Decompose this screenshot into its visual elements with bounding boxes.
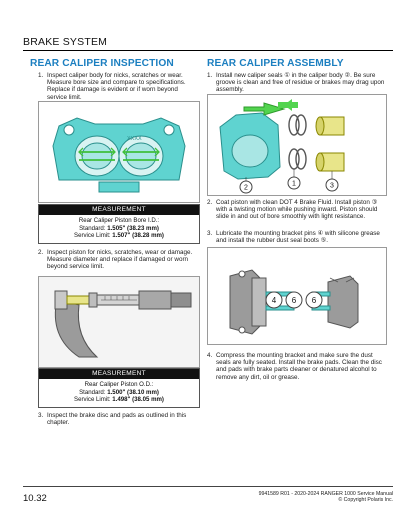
right-step-1: [207, 72, 385, 94]
measurement-service-limit: Service Limit: 1.498" (38.05 mm): [74, 396, 164, 404]
mounting-bracket-figure: [207, 247, 387, 345]
header-rule: [23, 50, 393, 51]
right-step-4: [207, 352, 385, 381]
callout-dust-seal: 6: [311, 296, 317, 305]
footer-copyright-line: © Copyright Polaris Inc.: [338, 497, 393, 504]
callout-caliper-body: 2: [244, 184, 248, 192]
caliper-body-illustration: [39, 102, 199, 202]
measurement-box-piston: [38, 368, 200, 408]
right-section-title: REAR CALIPER ASSEMBLY: [207, 58, 344, 69]
step-text: Install new caliper seals ① in the caliper body ②. Be sure groove is clean and free of residue or brakes may drag upon assembly.: [216, 72, 385, 94]
step-number: 1.: [38, 72, 44, 79]
step-text: Inspect the brake disc and pads as outlined in this chapter.: [47, 412, 187, 427]
micrometer-illustration: [39, 277, 199, 367]
left-step-2: [38, 249, 198, 271]
micrometer-figure: [38, 276, 200, 368]
step-text: Compress the mounting bracket and make sure the dust seals are fully seated. Install the brake pads. Clean the disc and pads with brake parts cleaner or denatured alcohol to remove any dirt, oil or grease.: [216, 352, 382, 381]
step-number: 2.: [38, 249, 44, 256]
step-text: Lubricate the mounting bracket pins ④ with silicone grease and install the rubber dust seal boots ⑤.: [216, 230, 380, 245]
caliper-body-figure: [38, 101, 200, 203]
step-number: 4.: [207, 352, 213, 359]
step-number: 3.: [38, 412, 44, 419]
step-number: 2.: [207, 199, 213, 206]
caliper-label: XXXX: [127, 136, 142, 142]
callout-dust-seal: 6: [291, 296, 297, 305]
footer-copyright: [259, 491, 393, 504]
right-step-2: [207, 199, 385, 221]
callout-seals: 1: [292, 180, 296, 188]
page-number: 10.32: [23, 493, 47, 504]
measurement-box-bore: [38, 204, 200, 244]
measurement-title: Rear Caliper Piston O.D.:: [84, 381, 154, 388]
measurement-header: MEASUREMENT: [39, 369, 199, 379]
step-text: Coat piston with clean DOT 4 Brake Fluid. Install piston ③ with a twisting motion while pushing inward. Piston should slide in and out of bore smoothly with light resistance.: [216, 199, 378, 221]
measurement-standard: Standard: 1.505" (38.23 mm): [79, 224, 159, 232]
measurement-header: MEASUREMENT: [39, 205, 199, 215]
footer-rule: [23, 486, 393, 487]
step-text: Inspect caliper body for nicks, scratches or wear. Measure bore size and compare to specifications. Replace if damage is evident or if worn beyond service limit.: [47, 72, 186, 101]
callout-bracket-pins: 4: [271, 296, 277, 305]
caliper-seal-figure: [207, 94, 387, 196]
step-text: Inspect piston for nicks, scratches, wear or damage. Measure diameter and replace if damaged or worn beyond service limit.: [47, 249, 193, 271]
left-step-1: [38, 72, 198, 101]
step-number: 3.: [207, 230, 213, 237]
mounting-bracket-illustration: [208, 248, 386, 344]
measurement-standard: Standard: 1.500" (38.10 mm): [79, 388, 159, 396]
page-header: BRAKE SYSTEM: [23, 36, 108, 48]
left-step-3: [38, 412, 198, 426]
right-step-3: [207, 230, 385, 244]
measurement-title: Rear Caliper Piston Bore I.D.:: [78, 217, 160, 224]
step-number: 1.: [207, 72, 213, 79]
measurement-service-limit: Service Limit: 1.507" (38.28 mm): [74, 232, 164, 240]
footer-manual-line: 9941589 R01 - 2020-2024 RANGER 1000 Service Manual: [258, 491, 393, 497]
left-section-title: REAR CALIPER INSPECTION: [30, 58, 174, 69]
callout-piston: 3: [330, 182, 334, 190]
caliper-seal-illustration: [208, 95, 386, 195]
